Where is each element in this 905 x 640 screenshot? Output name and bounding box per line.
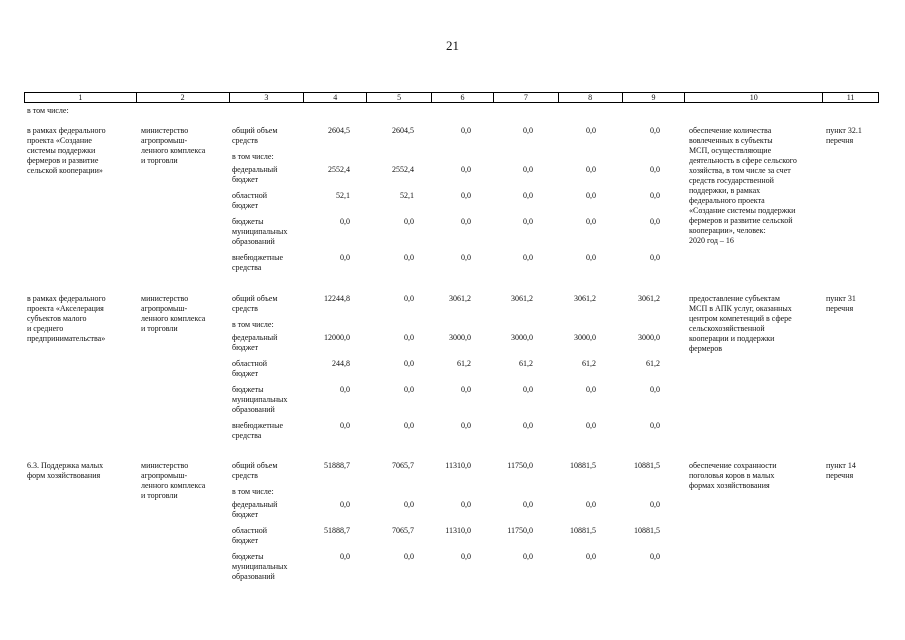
amount-cell: 0,0 bbox=[340, 385, 350, 394]
amount-cell: 10881,5 bbox=[570, 526, 596, 535]
amount-cell: 0,0 bbox=[586, 421, 596, 430]
column-header: 9 bbox=[623, 93, 686, 102]
amount-cell: 0,0 bbox=[650, 500, 660, 509]
amount-cell: 12244,8 bbox=[324, 294, 350, 303]
amount-cell: 0,0 bbox=[586, 500, 596, 509]
amount-cell: 61,2 bbox=[519, 359, 533, 368]
amount-cell: 7065,7 bbox=[392, 461, 414, 470]
amount-cell: 3000,0 bbox=[449, 333, 471, 342]
list-reference: пункт 32.1 перечня bbox=[826, 126, 862, 145]
amount-cell: 0,0 bbox=[340, 421, 350, 430]
expected-result: обеспечение сохранности поголовья коров в малых формах хозяйствования bbox=[689, 461, 777, 490]
column-header: 7 bbox=[494, 93, 559, 102]
amount-cell: 3000,0 bbox=[511, 333, 533, 342]
amount-cell: 0,0 bbox=[523, 126, 533, 135]
amount-cell: 0,0 bbox=[461, 421, 471, 430]
amount-cell: 2552,4 bbox=[392, 165, 414, 174]
amount-cell: 0,0 bbox=[461, 191, 471, 200]
amount-cell: 12000,0 bbox=[324, 333, 350, 342]
amount-cell: 2604,5 bbox=[328, 126, 350, 135]
amount-cell: 3061,2 bbox=[449, 294, 471, 303]
amount-cell: 0,0 bbox=[650, 253, 660, 262]
column-number-header bbox=[24, 92, 879, 103]
amount-cell: 52,1 bbox=[400, 191, 414, 200]
executor: министерство агропромыш- ленного комплекса и торговли bbox=[141, 294, 206, 333]
amount-cell: 0,0 bbox=[523, 500, 533, 509]
amount-cell: 0,0 bbox=[650, 191, 660, 200]
amount-cell: 3061,2 bbox=[574, 294, 596, 303]
amount-cell: 0,0 bbox=[404, 359, 414, 368]
funding-source: областной бюджет bbox=[232, 359, 268, 378]
column-header: 2 bbox=[137, 93, 230, 102]
activity-description: 6.3. Поддержка малых форм хозяйствования bbox=[27, 461, 104, 480]
amount-cell: 2552,4 bbox=[328, 165, 350, 174]
amount-cell: 0,0 bbox=[650, 552, 660, 561]
amount-cell: 11310,0 bbox=[445, 526, 471, 535]
column-header: 11 bbox=[846, 93, 855, 102]
funding-source: общий объем средств bbox=[232, 126, 278, 145]
column-header: 5 bbox=[367, 93, 432, 102]
page-number: 21 bbox=[446, 38, 459, 53]
amount-cell: 0,0 bbox=[340, 217, 350, 226]
funding-source: областной бюджет bbox=[232, 526, 268, 545]
amount-cell: 0,0 bbox=[461, 165, 471, 174]
executor: министерство агропромыш- ленного комплекса и торговли bbox=[141, 461, 206, 500]
amount-cell: 0,0 bbox=[340, 552, 350, 561]
amount-cell: 61,2 bbox=[582, 359, 596, 368]
executor: министерство агропромыш- ленного комплекса и торговли bbox=[141, 126, 206, 165]
amount-cell: 3061,2 bbox=[511, 294, 533, 303]
funding-source: федеральный бюджет bbox=[232, 165, 278, 184]
funding-source: в том числе: bbox=[232, 487, 274, 496]
amount-cell: 0,0 bbox=[586, 217, 596, 226]
amount-cell: 0,0 bbox=[404, 421, 414, 430]
amount-cell: 3000,0 bbox=[574, 333, 596, 342]
amount-cell: 0,0 bbox=[404, 385, 414, 394]
amount-cell: 51888,7 bbox=[324, 461, 350, 470]
amount-cell: 61,2 bbox=[457, 359, 471, 368]
amount-cell: 0,0 bbox=[461, 552, 471, 561]
list-reference: пункт 31 перечня bbox=[826, 294, 856, 313]
amount-cell: 0,0 bbox=[586, 191, 596, 200]
column-header: 1 bbox=[25, 93, 137, 102]
amount-cell: 0,0 bbox=[586, 385, 596, 394]
amount-cell: 51888,7 bbox=[324, 526, 350, 535]
amount-cell: 0,0 bbox=[586, 253, 596, 262]
amount-cell: 0,0 bbox=[523, 253, 533, 262]
list-reference: пункт 14 перечня bbox=[826, 461, 856, 480]
amount-cell: 3061,2 bbox=[638, 294, 660, 303]
amount-cell: 10881,5 bbox=[634, 526, 660, 535]
funding-source: федеральный бюджет bbox=[232, 333, 278, 352]
amount-cell: 0,0 bbox=[461, 217, 471, 226]
activity-description: в рамках федерального проекта «Создание системы поддержки фермеров и развитие сельской кооперации» bbox=[27, 126, 106, 175]
amount-cell: 0,0 bbox=[523, 217, 533, 226]
amount-cell: 0,0 bbox=[523, 421, 533, 430]
amount-cell: 3000,0 bbox=[638, 333, 660, 342]
column-header: 6 bbox=[432, 93, 494, 102]
activity-description: в рамках федерального проекта «Акселерация субъектов малого и среднего предпринимательства» bbox=[27, 294, 106, 343]
amount-cell: 7065,7 bbox=[392, 526, 414, 535]
amount-cell: 0,0 bbox=[340, 500, 350, 509]
amount-cell: 0,0 bbox=[404, 500, 414, 509]
funding-source: в том числе: bbox=[232, 152, 274, 161]
funding-source: внебюджетные средства bbox=[232, 421, 283, 440]
funding-source: областной бюджет bbox=[232, 191, 268, 210]
column-header: 10 bbox=[685, 93, 823, 102]
funding-source: в том числе: bbox=[232, 320, 274, 329]
amount-cell: 0,0 bbox=[650, 126, 660, 135]
amount-cell: 52,1 bbox=[336, 191, 350, 200]
amount-cell: 0,0 bbox=[404, 253, 414, 262]
amount-cell: 0,0 bbox=[523, 165, 533, 174]
amount-cell: 11750,0 bbox=[507, 461, 533, 470]
amount-cell: 0,0 bbox=[586, 552, 596, 561]
amount-cell: 0,0 bbox=[650, 421, 660, 430]
amount-cell: 0,0 bbox=[340, 253, 350, 262]
amount-cell: 0,0 bbox=[650, 165, 660, 174]
amount-cell: 11750,0 bbox=[507, 526, 533, 535]
amount-cell: 0,0 bbox=[461, 385, 471, 394]
amount-cell: 0,0 bbox=[650, 217, 660, 226]
funding-source: общий объем средств bbox=[232, 294, 278, 313]
amount-cell: 0,0 bbox=[461, 253, 471, 262]
column-header: 3 bbox=[230, 93, 305, 102]
funding-source: общий объем средств bbox=[232, 461, 278, 480]
funding-source: внебюджетные средства bbox=[232, 253, 283, 272]
amount-cell: 0,0 bbox=[650, 385, 660, 394]
amount-cell: 61,2 bbox=[646, 359, 660, 368]
funding-source: бюджеты муниципальных образований bbox=[232, 552, 288, 581]
amount-cell: 10881,5 bbox=[570, 461, 596, 470]
amount-cell: 0,0 bbox=[523, 385, 533, 394]
amount-cell: 0,0 bbox=[461, 126, 471, 135]
amount-cell: 244,8 bbox=[332, 359, 350, 368]
amount-cell: 10881,5 bbox=[634, 461, 660, 470]
funding-source: бюджеты муниципальных образований bbox=[232, 385, 288, 414]
intro-text: в том числе: bbox=[27, 106, 69, 115]
amount-cell: 0,0 bbox=[586, 126, 596, 135]
amount-cell: 11310,0 bbox=[445, 461, 471, 470]
amount-cell: 0,0 bbox=[404, 217, 414, 226]
column-header: 4 bbox=[304, 93, 367, 102]
amount-cell: 0,0 bbox=[523, 191, 533, 200]
amount-cell: 0,0 bbox=[404, 552, 414, 561]
expected-result: обеспечение количества вовлеченных в субъекты МСП, осуществляющие деятельность в сфере сельского хозяйства, в том числе за счет средств государственной поддержки, в рамках федерального проекта «Создание системы поддержки фермеров и развитие сельской кооперации», человек: 2020 год – 16 bbox=[689, 126, 797, 245]
amount-cell: 0,0 bbox=[404, 333, 414, 342]
amount-cell: 0,0 bbox=[523, 552, 533, 561]
funding-source: федеральный бюджет bbox=[232, 500, 278, 519]
funding-source: бюджеты муниципальных образований bbox=[232, 217, 288, 246]
amount-cell: 2604,5 bbox=[392, 126, 414, 135]
expected-result: предоставление субъектам МСП в АПК услуг, оказанных центром компетенций в сфере сельскохозяйственной кооперации и поддержки фермеров bbox=[689, 294, 792, 353]
amount-cell: 0,0 bbox=[586, 165, 596, 174]
amount-cell: 0,0 bbox=[404, 294, 414, 303]
column-header: 8 bbox=[559, 93, 623, 102]
amount-cell: 0,0 bbox=[461, 500, 471, 509]
